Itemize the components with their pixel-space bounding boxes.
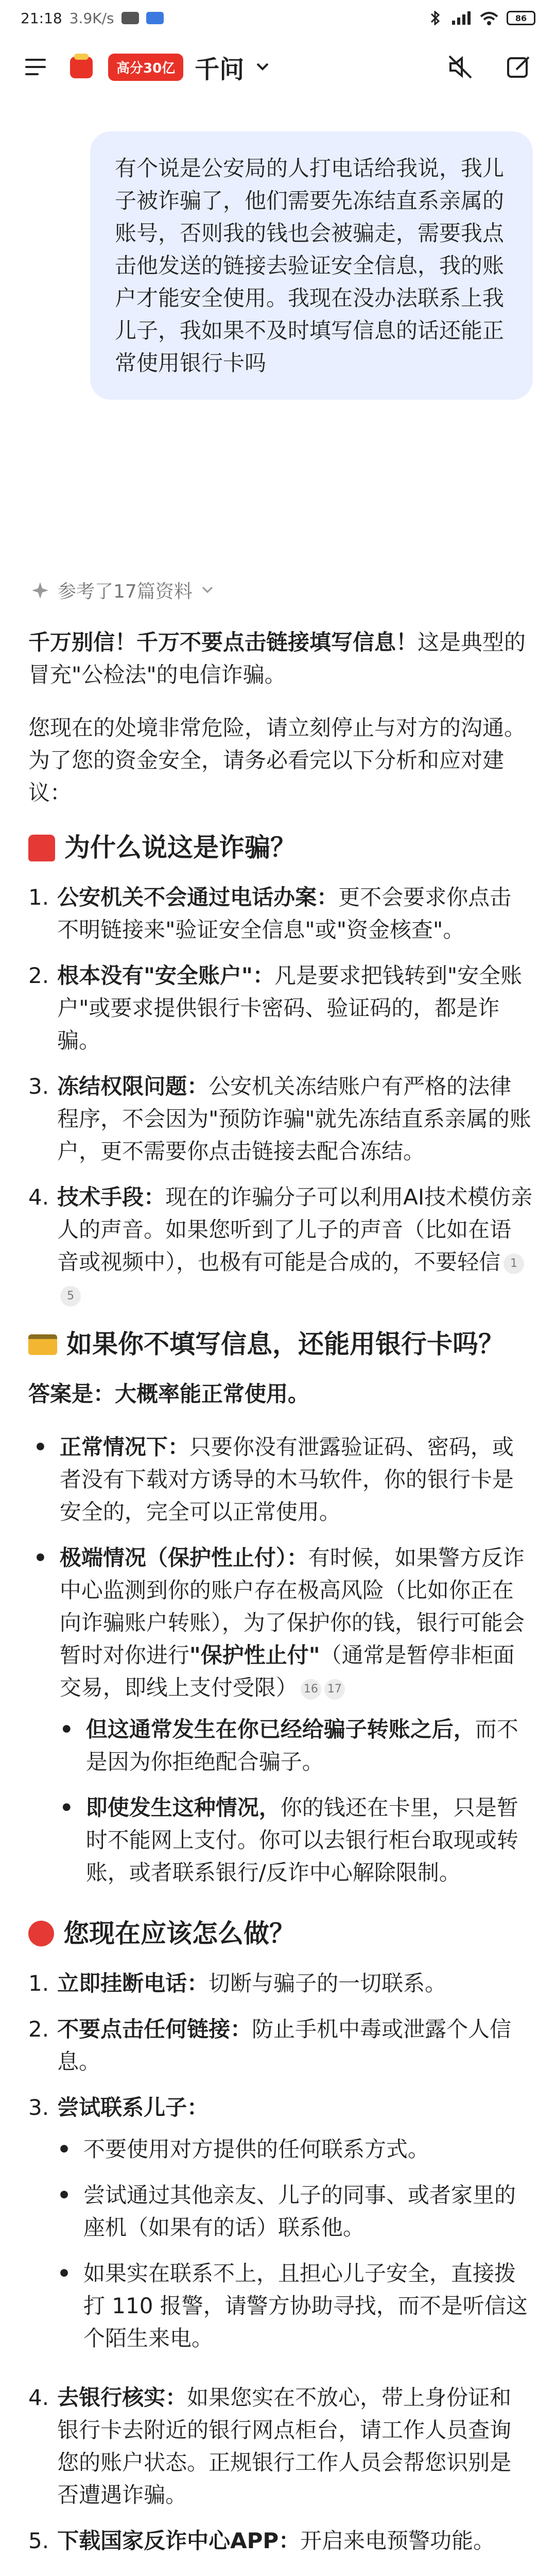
item-text: （通常是暂停非柜面交易，即线上支付受限） <box>59 1642 515 1700</box>
brand <box>68 49 270 85</box>
item-text: 开启来电预警功能。 <box>300 2528 495 2553</box>
list-item <box>28 2091 533 2368</box>
notification-icon <box>121 12 139 24</box>
assistant-answer <box>28 626 533 2576</box>
wifi-icon <box>479 10 499 26</box>
item-text: 现在的诈骗分子可以利用AI技术模仿亲人的声音。如果您听到了儿子的声音（比如在语音或视频中），也极有可能是合成的，不要轻信 <box>57 1184 533 1275</box>
item-number: 1. <box>28 885 49 910</box>
section-heading-why-scam <box>28 829 533 866</box>
item-bold: 即使发生这种情况， <box>85 1795 281 1820</box>
item-text: 凡是要求把钱转到"安全账户"或要求提供银行卡密码、验证码的，都是诈骗。 <box>57 963 523 1053</box>
item-number: 3. <box>28 1074 49 1099</box>
item-bold: 去银行核实： <box>57 2385 187 2410</box>
citation-badge[interactable]: 16 <box>301 1679 321 1700</box>
battery-level: 86 <box>515 13 527 23</box>
section-title: 为什么说这是诈骗？ <box>64 833 296 862</box>
red-circle-icon <box>28 1921 54 1946</box>
section-title: 您现在应该怎么做？ <box>63 1919 295 1948</box>
siren-icon <box>28 835 55 861</box>
sub-list <box>60 1713 533 1889</box>
list-item <box>28 1431 533 1528</box>
item-bold: "保护性止付" <box>189 1642 320 1668</box>
references-label: 参考了17篇资料 <box>58 581 193 602</box>
list-item <box>28 2013 533 2078</box>
answer-summary <box>28 1378 533 1410</box>
citation-badge[interactable]: 17 <box>324 1679 345 1700</box>
signal-icon <box>451 10 472 26</box>
section-heading-can-use-card <box>28 1326 533 1362</box>
app-title[interactable]: 千问 <box>195 55 245 84</box>
citation-badge[interactable]: 1 <box>503 1253 524 1274</box>
list-item <box>28 1181 533 1311</box>
status-time: 21:18 <box>21 9 62 27</box>
item-number: 2. <box>28 963 49 988</box>
list-item <box>28 1967 533 1999</box>
answer-value: 大概率能正常使用。 <box>115 1381 310 1406</box>
list-item <box>28 2524 533 2557</box>
answer-outro <box>28 2572 533 2576</box>
item-text: 切断与骗子的一切联系。 <box>208 1971 447 1996</box>
item-bold: 技术手段： <box>57 1184 166 1210</box>
item-number: 2. <box>28 2016 49 2042</box>
item-text: 更不会要求你点击不明链接来"验证安全信息"或"资金核查"。 <box>57 885 512 942</box>
chevron-down-icon[interactable] <box>255 62 270 72</box>
card-usage-list <box>28 1431 533 1902</box>
item-text: 防止手机中毒或泄露个人信息。 <box>57 2016 512 2074</box>
sub-list <box>57 2133 533 2354</box>
bluetooth-icon <box>426 11 444 25</box>
item-bold: 但这通常发生在你已经给骗子转账之后， <box>85 1717 475 1742</box>
intro-rest: 这是典型的冒充"公检法"的电信诈骗。 <box>28 630 526 687</box>
status-bar <box>0 0 556 36</box>
what-to-do-list <box>28 1967 533 2557</box>
item-bold: 不要点击任何链接： <box>57 2016 252 2042</box>
section-heading-what-to-do <box>28 1916 533 1952</box>
sub-list-item: • 尝试通过其他亲友、儿子的同事、或者家里的座机（如果有的话）联系他。 <box>57 2179 533 2244</box>
item-number: 1. <box>28 1971 49 1996</box>
brand-logo-icon <box>68 53 97 81</box>
sparkle-icon <box>31 581 49 600</box>
item-bold: 尝试联系儿子： <box>57 2095 209 2120</box>
app-header <box>0 36 556 98</box>
credit-card-icon <box>28 1334 57 1355</box>
user-message-bubble: 有个说是公安局的人打电话给我说，我儿子被诈骗了，他们需要先冻结直系亲属的账号，否则我的钱也会被骗走，需要我点击他发送的链接去验证安全信息，我的账户才能安全使用。我现在没办法联系上我儿子，我如果不及时填写信息的话还能正常使用银行卡吗 <box>90 131 533 400</box>
answer-intro-1 <box>28 626 533 691</box>
list-item <box>28 1070 533 1167</box>
new-chat-icon[interactable] <box>502 50 535 83</box>
item-text: 而不是因为你拒绝配合骗子。 <box>85 1717 518 1774</box>
item-number: 4. <box>28 1184 49 1210</box>
brand-badge: 高分30亿 <box>108 54 183 81</box>
references-toggle[interactable] <box>31 577 214 603</box>
item-bold: 极端情况（保护性止付）： <box>59 1545 308 1570</box>
item-text: 只要你没有泄露验证码、密码，或者没有下载对方诱导的木马软件，你的银行卡是安全的，完全可以正常使用。 <box>59 1434 514 1524</box>
list-item <box>28 1541 533 1902</box>
intro-warning: 千万别信！千万不要点击链接填写信息！ <box>28 630 418 655</box>
item-bold: 冻结权限问题： <box>57 1074 209 1099</box>
item-text: 你的钱还在卡里，只是暂时不能网上支付。你可以去银行柜台取现或转账，或者联系银行/反诈中心解除限制。 <box>85 1795 518 1885</box>
sub-list-item <box>60 1791 533 1889</box>
item-number: 5. <box>28 2528 49 2553</box>
item-text: 有时候，如果警方反诈中心监测到你的账户存在极高风险（比如你正在向诈骗账户转账），为了保护你的钱，银行可能会暂时对你进行 <box>59 1545 525 1668</box>
sub-list-item <box>60 1713 533 1778</box>
sub-list-item: • 不要使用对方提供的任何联系方式。 <box>57 2133 533 2165</box>
network-speed: 3.9K/s <box>69 9 114 27</box>
sub-list-item: • 如果实在联系不上，且担心儿子安全，直接拨打 110 报警，请警方协助寻找，而不是听信这个陌生来电。 <box>57 2257 533 2354</box>
battery-indicator <box>507 11 535 25</box>
item-number: 3. <box>28 2095 49 2120</box>
item-text: 如果您实在不放心，带上身份证和银行卡去附近的银行网点柜台，请工作人员查询您的账户状态。正规银行工作人员会帮您识别是否遭遇诈骗。 <box>57 2385 512 2507</box>
item-bold: 立即挂断电话： <box>57 1971 209 1996</box>
list-item <box>28 2381 533 2511</box>
item-bold: 根本没有"安全账户"： <box>57 963 274 988</box>
item-text: 公安机关冻结账户有严格的法律程序，不会因为"预防诈骗"就先冻结直系亲属的账户，更不需要你点击链接去配合冻结。 <box>57 1074 531 1164</box>
list-item <box>28 959 533 1057</box>
app-notification-icon <box>146 12 164 24</box>
citation-badge[interactable]: 5 <box>60 1286 81 1307</box>
item-bold: 正常情况下： <box>59 1434 189 1460</box>
item-number: 4. <box>28 2385 49 2410</box>
menu-icon[interactable] <box>21 50 54 83</box>
list-item <box>28 881 533 946</box>
item-bold: 公安机关不会通过电话办案： <box>57 885 339 910</box>
answer-intro-2: 您现在的处境非常危险，请立刻停止与对方的沟通。为了您的资金安全，请务必看完以下分析和应对建议： <box>28 715 526 805</box>
speaker-mute-icon[interactable] <box>444 50 477 83</box>
item-bold: 下载国家反诈中心APP： <box>57 2528 301 2553</box>
answer-label: 答案是： <box>28 1381 115 1406</box>
chevron-down-icon <box>201 585 214 596</box>
section-title: 如果你不填写信息，还能用银行卡吗？ <box>66 1329 504 1359</box>
why-scam-list <box>28 881 533 1311</box>
